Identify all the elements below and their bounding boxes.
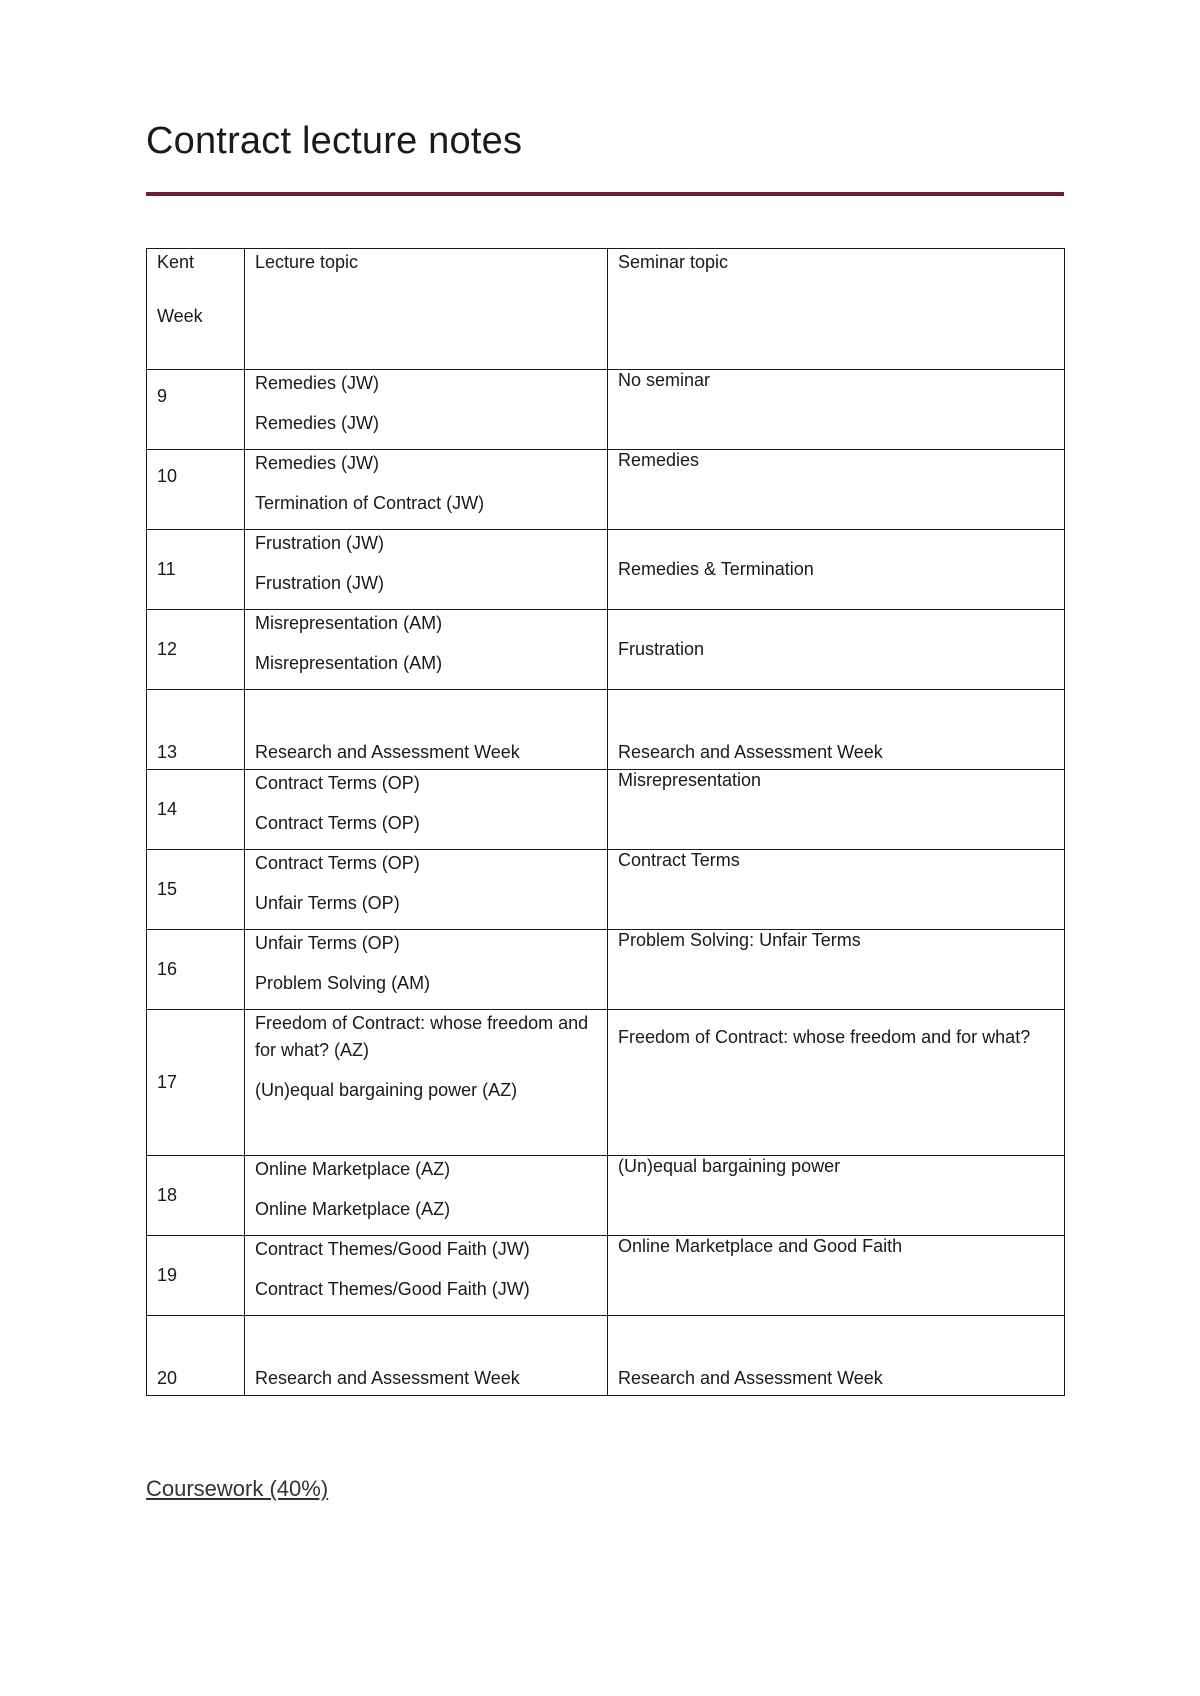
seminar-cell: Misrepresentation — [608, 770, 1065, 850]
seminar-cell: Remedies & Termination — [608, 530, 1065, 610]
lecture-cell — [245, 770, 608, 850]
seminar-cell: Problem Solving: Unfair Terms — [608, 930, 1065, 1010]
table-row — [147, 370, 1065, 450]
lecture-item: Termination of Contract (JW) — [255, 493, 485, 513]
lecture-cell — [245, 1010, 608, 1156]
week-cell: 16 — [147, 930, 245, 1010]
lecture-item: Problem Solving (AM) — [255, 973, 431, 993]
lecture-item: Contract Terms (OP) — [255, 813, 420, 833]
week-cell: 11 — [147, 530, 245, 610]
lecture-item: Unfair Terms (OP) — [255, 893, 400, 913]
seminar-cell: Contract Terms — [608, 850, 1065, 930]
seminar-cell: Online Marketplace and Good Faith — [608, 1236, 1065, 1316]
lecture-cell — [245, 530, 608, 610]
table-row — [147, 850, 1065, 930]
seminar-cell: (Un)equal bargaining power — [608, 1156, 1065, 1236]
week-cell: 9 — [147, 370, 245, 450]
table-row — [147, 1316, 1065, 1396]
week-cell: 13 — [147, 690, 245, 770]
header-seminar — [608, 249, 1065, 370]
table-row — [147, 530, 1065, 610]
table-row — [147, 1156, 1065, 1236]
week-cell: 19 — [147, 1236, 245, 1316]
seminar-cell: Remedies — [608, 450, 1065, 530]
week-cell: 10 — [147, 450, 245, 530]
lecture-item: Freedom of Contract: whose freedom and for what? (AZ) — [255, 1013, 589, 1060]
table-row — [147, 610, 1065, 690]
table-row — [147, 450, 1065, 530]
table-row — [147, 690, 1065, 770]
lecture-item: Remedies (JW) — [255, 373, 380, 393]
lecture-item: Unfair Terms (OP) — [255, 933, 400, 953]
lecture-cell — [245, 450, 608, 530]
lecture-item: Remedies (JW) — [255, 413, 380, 433]
header-seminar-label: Seminar topic — [618, 252, 729, 272]
lecture-item: Online Marketplace (AZ) — [255, 1159, 451, 1179]
seminar-cell: Frustration — [608, 610, 1065, 690]
lecture-item: Remedies (JW) — [255, 453, 380, 473]
header-week-line1: Kent — [157, 252, 195, 272]
week-cell: 15 — [147, 850, 245, 930]
lecture-cell — [245, 1236, 608, 1316]
header-week-line2: Week — [157, 306, 203, 326]
lecture-item: Frustration (JW) — [255, 573, 385, 593]
week-cell: 20 — [147, 1316, 245, 1396]
seminar-cell: Research and Assessment Week — [608, 690, 1065, 770]
lecture-item: (Un)equal bargaining power (AZ) — [255, 1080, 518, 1100]
seminar-cell: No seminar — [608, 370, 1065, 450]
header-lecture-label: Lecture topic — [255, 252, 359, 272]
lecture-item: Contract Terms (OP) — [255, 853, 420, 873]
week-cell: 14 — [147, 770, 245, 850]
lecture-item: Contract Themes/Good Faith (JW) — [255, 1279, 530, 1299]
week-cell: 17 — [147, 1010, 245, 1156]
week-cell: 18 — [147, 1156, 245, 1236]
table-row — [147, 1010, 1065, 1156]
schedule-table — [146, 248, 1065, 1396]
lecture-item: Online Marketplace (AZ) — [255, 1199, 451, 1219]
lecture-cell — [245, 610, 608, 690]
lecture-item: Contract Terms (OP) — [255, 773, 420, 793]
table-row — [147, 1236, 1065, 1316]
coursework-heading: Coursework (40%) — [146, 1476, 329, 1501]
table-header-row — [147, 249, 1065, 370]
lecture-cell: Research and Assessment Week — [245, 690, 608, 770]
seminar-cell: Research and Assessment Week — [608, 1316, 1065, 1396]
lecture-cell — [245, 930, 608, 1010]
header-lecture — [245, 249, 608, 370]
lecture-cell — [245, 1156, 608, 1236]
lecture-cell: Research and Assessment Week — [245, 1316, 608, 1396]
header-week — [147, 249, 245, 370]
week-cell: 12 — [147, 610, 245, 690]
table-row — [147, 930, 1065, 1010]
lecture-item: Misrepresentation (AM) — [255, 653, 443, 673]
document-title: Contract lecture notes — [146, 120, 523, 162]
lecture-item: Frustration (JW) — [255, 533, 385, 553]
seminar-cell: Freedom of Contract: whose freedom and for what? — [608, 1010, 1065, 1156]
lecture-cell — [245, 370, 608, 450]
lecture-item: Misrepresentation (AM) — [255, 613, 443, 633]
table-row — [147, 770, 1065, 850]
title-divider — [146, 192, 1064, 196]
lecture-cell — [245, 850, 608, 930]
lecture-item: Contract Themes/Good Faith (JW) — [255, 1239, 530, 1259]
